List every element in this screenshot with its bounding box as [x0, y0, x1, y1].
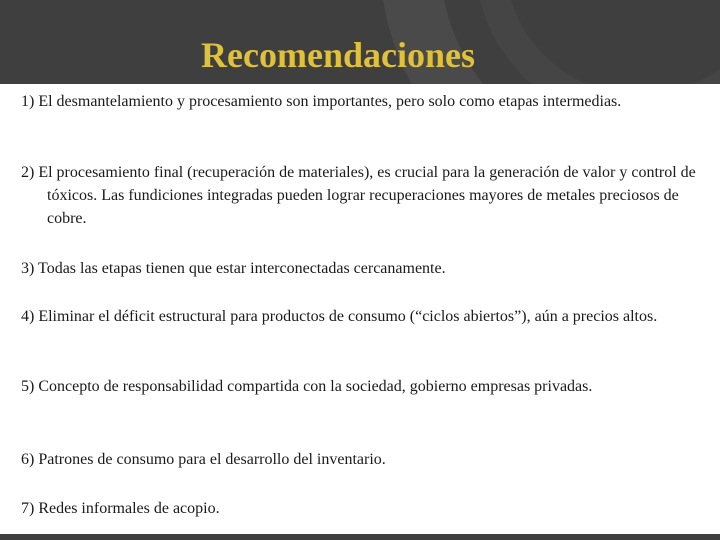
slide-title: Recomendaciones [201, 35, 475, 75]
list-item-5: 5) Concepto de responsabilidad compartida con la sociedad, gobierno empresas privadas. [21, 378, 593, 395]
list-item-6: 6) Patrones de consumo para el desarrollo del inventario. [21, 451, 386, 468]
content-area [0, 84, 720, 534]
list-item-7: 7) Redes informales de acopio. [21, 500, 220, 517]
list-item-2: 2) El procesamiento final (recuperación de materiales), es crucial para la generación de valor y control de tóxicos. Las fundiciones integradas pueden lograr recuperaciones mayores de metales preciosos de cobre. [21, 164, 696, 227]
list-item-3: 3) Todas las etapas tienen que estar interconectadas cercanamente. [21, 260, 446, 277]
list-item-1: 1) El desmantelamiento y procesamiento son importantes, pero solo como etapas intermedias. [21, 93, 622, 110]
list-item-4: 4) Eliminar el déficit estructural para productos de consumo (“ciclos abiertos”), aún a precios altos. [21, 308, 658, 325]
